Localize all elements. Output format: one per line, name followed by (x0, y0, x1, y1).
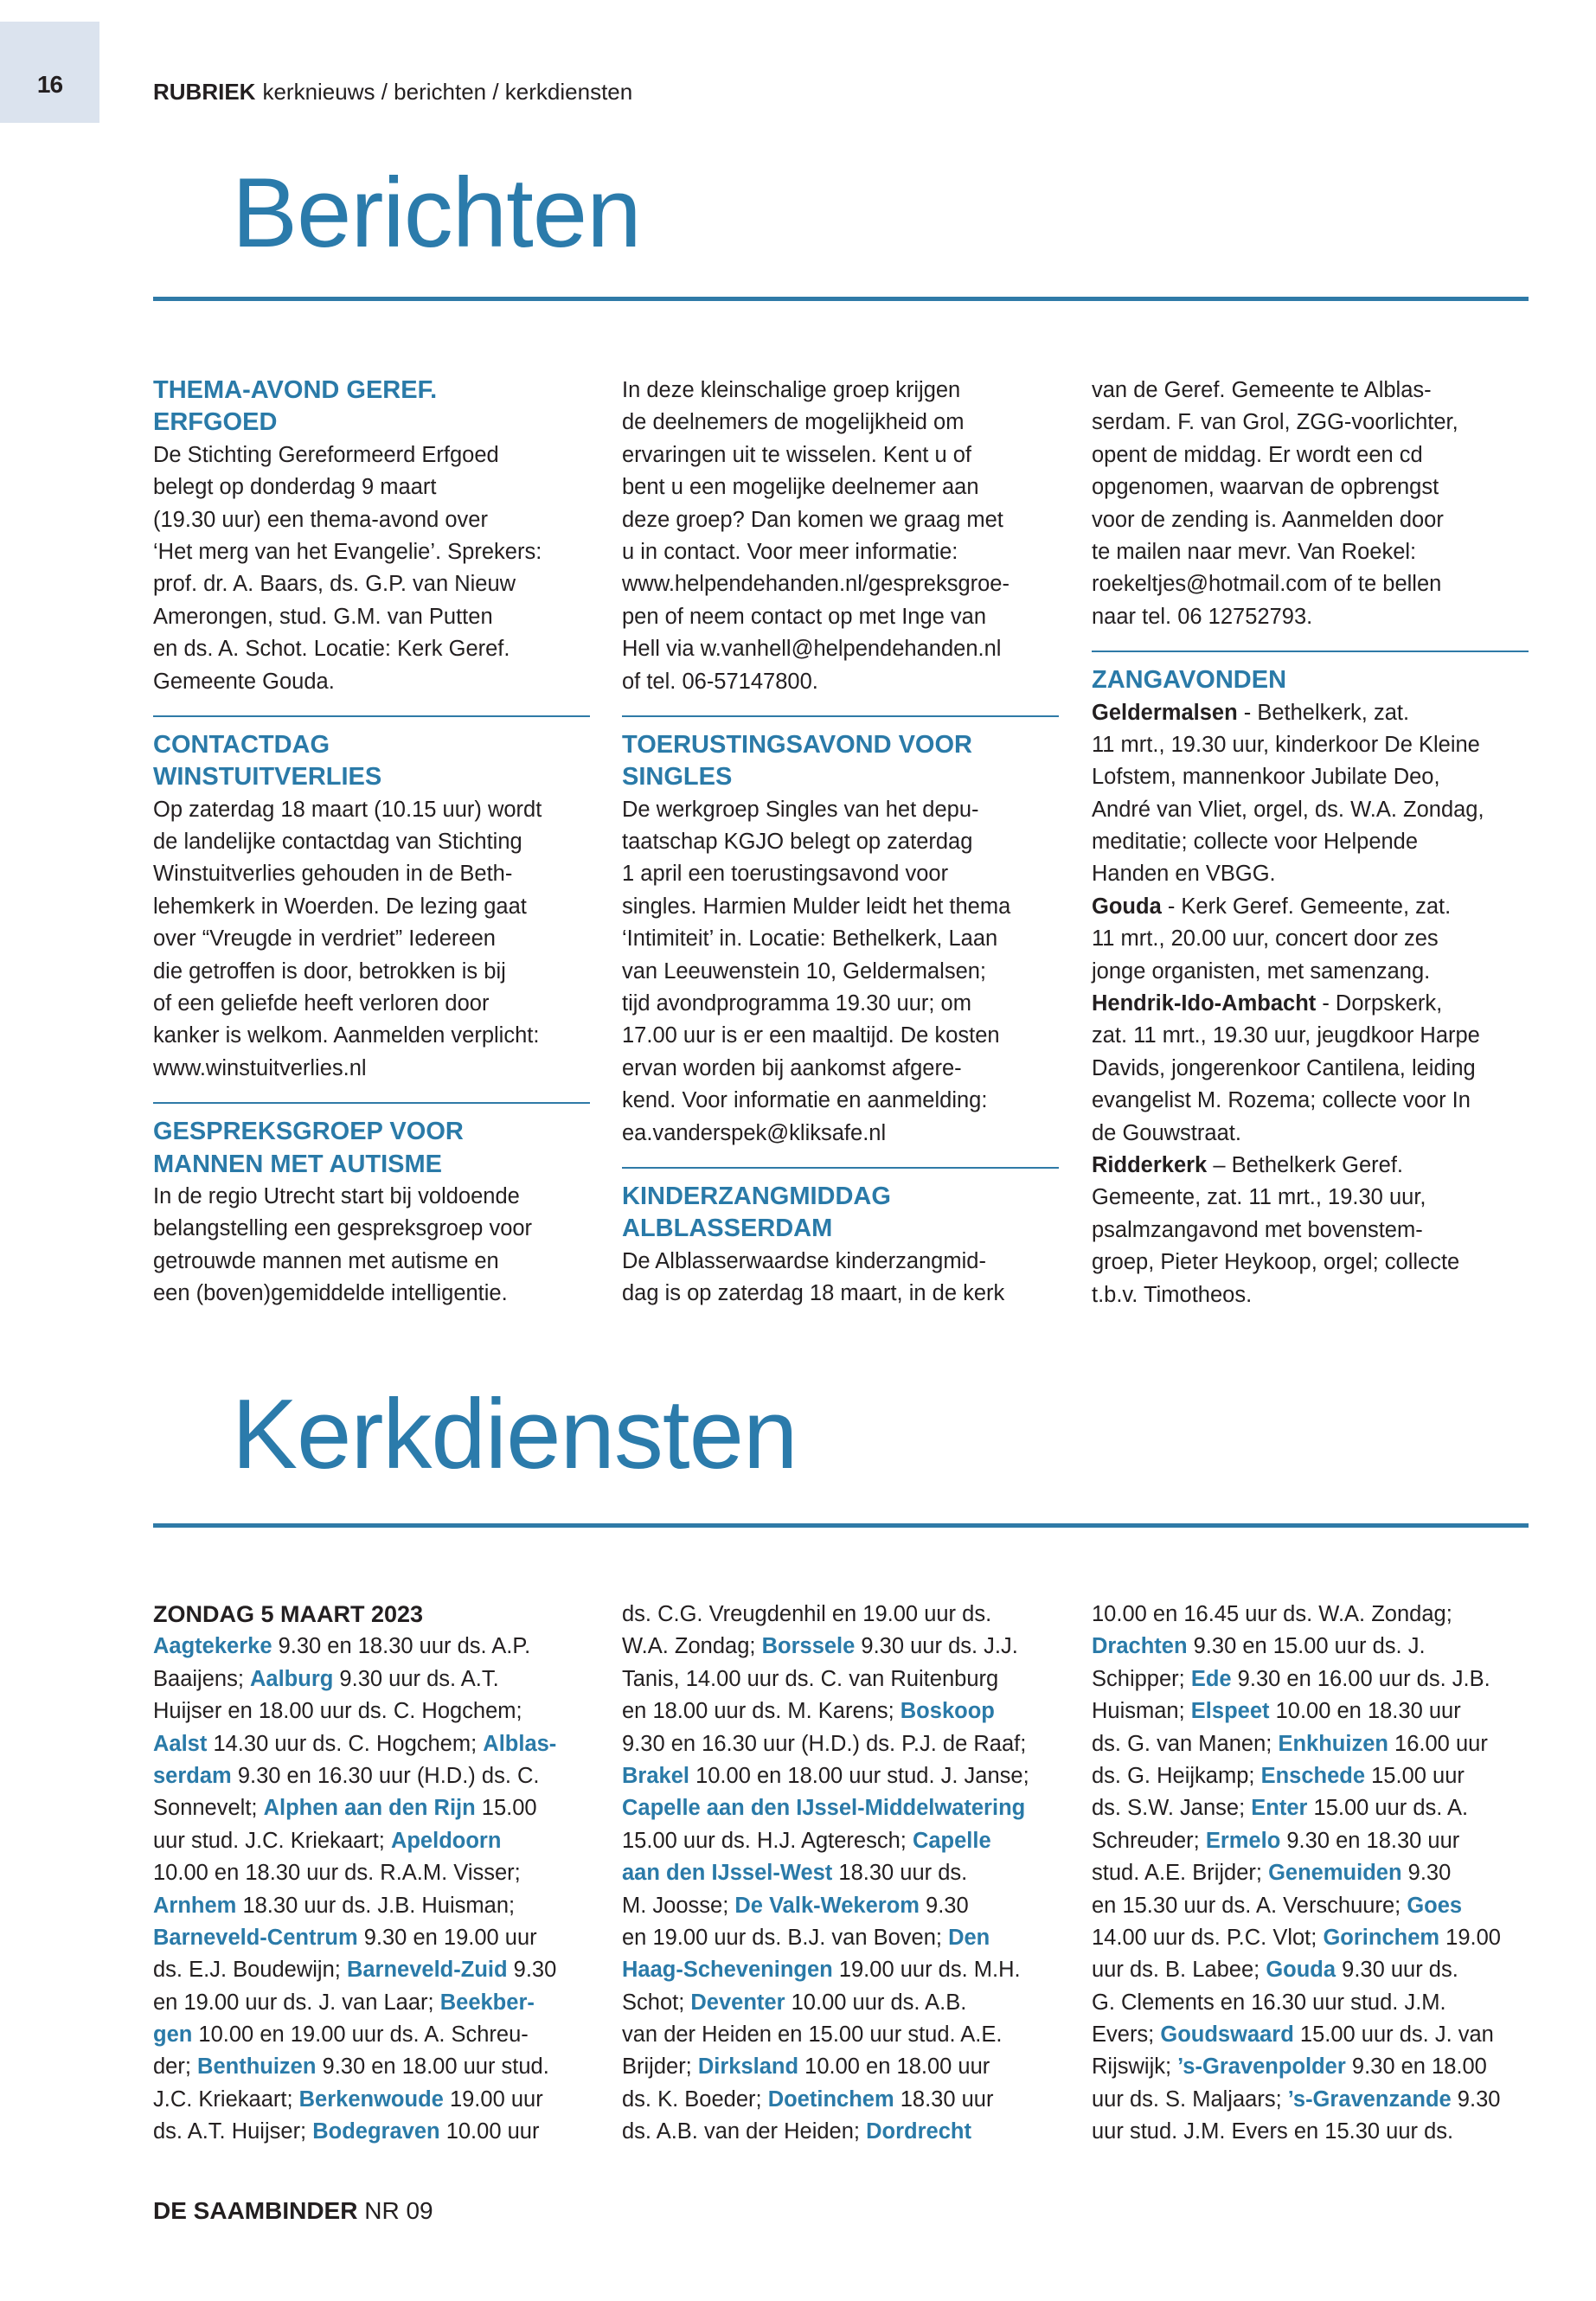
service-listing-line: gen 10.00 en 19.00 uur ds. A. Schreu- (153, 2022, 529, 2048)
location-name: Gouda (1092, 894, 1162, 919)
article-text-line: 1 april een toerustingsavond voor (622, 862, 949, 887)
article-text-line: kend. Voor informatie en aanmelding: (622, 1088, 988, 1113)
article (153, 1116, 590, 1310)
place-name: ’s-Gravenzande (1287, 2086, 1452, 2112)
article-text-line: van de Geref. Gemeente te Alblas- (1092, 378, 1432, 402)
article-text-line: Geldermalsen - Bethelkerk, zat. (1092, 700, 1410, 725)
service-listing-line: ds. C.G. Vreugdenhil en 19.00 uur ds. (622, 1602, 992, 1626)
article-text-line: 11 mrt., 20.00 uur, concert door zes (1092, 926, 1439, 952)
place-name: Boskoop (900, 1699, 995, 1724)
article-text-line: van Leeuwenstein 10, Geldermalsen; (622, 958, 987, 984)
article-text-line: De Alblasserwaardse kinderzangmid- (622, 1248, 986, 1273)
article-heading: ERFGOED (153, 408, 278, 437)
article-heading: KINDERZANGMIDDAG (622, 1182, 891, 1210)
article-text-line: singles. Harmien Mulder leidt het thema (622, 894, 1011, 919)
service-listing-line: 9.30 en 16.30 uur (H.D.) ds. P.J. de Raaf; (622, 1731, 1027, 1756)
service-listing-line: G. Clements en 16.30 uur stud. J.M. (1092, 1990, 1446, 2015)
article-text-line: lehemkerk in Woerden. De lezing gaat (153, 894, 527, 919)
article-text-line: In de regio Utrecht start bij voldoende (153, 1183, 520, 1208)
place-name: Borssele (761, 1634, 856, 1659)
service-listing-line: aan den IJssel-West 18.30 uur ds. (622, 1861, 968, 1886)
place-name: gen (153, 2022, 193, 2048)
service-listing-line: uur ds. B. Labee; Gouda 9.30 uur ds. (1092, 1958, 1458, 1983)
service-listing-line: stud. A.E. Brijder; Genemuiden 9.30 (1092, 1861, 1452, 1886)
kerkdiensten-column-1 (153, 1599, 590, 2149)
place-name: Barneveld-Centrum (153, 1925, 358, 1950)
place-name: aan den IJssel-West (622, 1861, 833, 1886)
article-text-line: meditatie; collecte voor Helpende (1092, 830, 1419, 855)
kerkdiensten-divider (153, 1523, 1529, 1528)
service-listing-line: van der Heiden en 15.00 uur stud. A.E. (622, 2022, 1003, 2048)
article-text-line: tijd avondprogramma 19.30 uur; om (622, 991, 971, 1016)
page-number: 16 (36, 71, 63, 98)
article-text-line: (19.30 uur) een thema-avond over (153, 507, 488, 532)
section-divider (622, 715, 1059, 717)
place-name: Arnhem (153, 1893, 237, 1918)
article (622, 729, 1059, 1150)
place-name: Gouda (1266, 1958, 1336, 1983)
article-text-line: over “Vreugde in verdriet” Iedereen (153, 926, 496, 952)
article-text-line: de Gouwstraat. (1092, 1120, 1241, 1145)
place-name: Berkenwoude (298, 2086, 444, 2112)
place-name: Brakel (622, 1763, 689, 1788)
article-text-line: ea.vanderspek@kliksafe.nl (622, 1120, 887, 1145)
article-text-line: opent de middag. Er wordt een cd (1092, 442, 1423, 467)
service-listing-line: Barneveld-Centrum 9.30 en 19.00 uur (153, 1925, 537, 1950)
service-listing-line: Huisman; Elspeet 10.00 en 18.30 uur (1092, 1699, 1461, 1724)
article-heading: WINSTUITVERLIES (153, 763, 382, 792)
place-name: Barneveld-Zuid (346, 1958, 508, 1983)
article-text-line: opgenomen, waarvan de opbrengst (1092, 475, 1439, 500)
article-heading: ZANGAVONDEN (1092, 666, 1287, 695)
service-listing-line: 10.00 en 18.30 uur ds. R.A.M. Visser; (153, 1861, 521, 1886)
article-text-line: of een geliefde heeft verloren door (153, 991, 490, 1016)
day-heading: ZONDAG 5 MAART 2023 (153, 1601, 424, 1627)
place-name: Benthuizen (197, 2054, 317, 2080)
place-name: Bodegraven (312, 2119, 440, 2144)
place-name: serdam (153, 1763, 232, 1788)
article-text-line: serdam. F. van Grol, ZGG-voorlichter, (1092, 410, 1458, 435)
service-listing-line: 10.00 en 16.45 uur ds. W.A. Zondag; (1092, 1602, 1452, 1626)
place-name: Genemuiden (1268, 1861, 1402, 1886)
article-text-line: ‘Intimiteit’ in. Locatie: Bethelkerk, Laan (622, 926, 998, 952)
article-text-line: Winstuitverlies gehouden in de Beth- (153, 862, 513, 887)
article-heading: ALBLASSERDAM (622, 1215, 833, 1243)
place-name: Enschede (1260, 1763, 1366, 1788)
service-listing-line: en 19.00 uur ds. B.J. van Boven; Den (622, 1925, 990, 1950)
article-text-line: Handen en VBGG. (1092, 862, 1276, 887)
service-listing-line: Schreuder; Ermelo 9.30 en 18.30 uur (1092, 1828, 1460, 1853)
section-divider (153, 1102, 590, 1104)
section-divider (153, 715, 590, 717)
kerkdiensten-column-3 (1092, 1599, 1529, 2149)
article (1092, 664, 1529, 1311)
service-listing-line: ds. K. Boeder; Doetinchem 18.30 uur (622, 2086, 994, 2112)
article-text-line: zat. 11 mrt., 19.30 uur, jeugdkoor Harpe (1092, 1023, 1480, 1048)
place-name: Alphen aan den Rijn (263, 1796, 476, 1821)
section-breadcrumb (153, 79, 632, 106)
service-listing-line: ds. G. Heijkamp; Enschede 15.00 uur (1092, 1763, 1465, 1788)
article-heading: MANNEN MET AUTISME (153, 1150, 443, 1178)
service-listing-line: Schot; Deventer 10.00 uur ds. A.B. (622, 1990, 967, 2015)
place-name: Enkhuizen (1278, 1731, 1388, 1756)
article-text-line: Gemeente, zat. 11 mrt., 19.30 uur, (1092, 1185, 1426, 1210)
place-name: Enter (1251, 1796, 1308, 1821)
article-text-line: Hendrik-Ido-Ambacht - Dorpskerk, (1092, 991, 1443, 1016)
article-text-line: In deze kleinschalige groep krijgen (622, 378, 961, 402)
berichten-column-3 (1092, 375, 1529, 1311)
article-text-line: ervan worden bij aankomst afgere- (622, 1055, 962, 1080)
rubriek-label: RUBRIEK (153, 79, 256, 105)
service-listing-line: en 18.00 uur ds. M. Karens; Boskoop (622, 1699, 995, 1724)
article-text-line: roekeltjes@hotmail.com of te bellen (1092, 572, 1442, 597)
article-text-line: Hell via w.vanhell@helpendehanden.nl (622, 637, 1002, 662)
breadcrumb: kerknieuws / berichten / kerkdiensten (262, 79, 633, 105)
article-heading: GESPREKSGROEP VOOR (153, 1118, 464, 1146)
service-listing-line: Aagtekerke 9.30 en 18.30 uur ds. A.P. (153, 1634, 531, 1659)
article-heading: SINGLES (622, 763, 733, 792)
article-text-line: Op zaterdag 18 maart (10.15 uur) wordt (153, 797, 542, 822)
article-text-line: 11 mrt., 19.30 uur, kinderkoor De Kleine (1092, 732, 1480, 757)
service-listing-line: J.C. Kriekaart; Berkenwoude 19.00 uur (153, 2086, 543, 2112)
article-text-line: naar tel. 06 12752793. (1092, 604, 1313, 629)
article-text-line: een (boven)gemiddelde intelligentie. (153, 1281, 508, 1306)
article-text-line: voor de zending is. Aanmelden door (1092, 507, 1444, 532)
article-heading: TOERUSTINGSAVOND VOOR (622, 730, 972, 759)
article-text-line: de landelijke contactdag van Stichting (153, 830, 522, 855)
location-name: Hendrik-Ido-Ambacht (1092, 991, 1317, 1016)
footer (153, 2197, 433, 2225)
article-text-line: u in contact. Voor meer informatie: (622, 539, 958, 564)
article-text-line: 17.00 uur is er een maaltijd. De kosten (622, 1023, 1000, 1048)
article-text-line: of tel. 06-57147800. (622, 669, 818, 694)
location-name: Ridderkerk (1092, 1152, 1208, 1177)
service-listing-line: ds. A.T. Huijser; Bodegraven 10.00 uur (153, 2119, 540, 2144)
article-text-line: psalmzangavond met bovenstem- (1092, 1217, 1423, 1242)
service-listing-line: Drachten 9.30 en 15.00 uur ds. J. (1092, 1634, 1426, 1659)
issue-number: NR 09 (364, 2197, 433, 2224)
article (622, 375, 1059, 698)
article-heading: CONTACTDAG (153, 730, 330, 759)
service-listing-line: Evers; Goudswaard 15.00 uur ds. J. van (1092, 2022, 1494, 2048)
article-text-line: De werkgroep Singles van het depu- (622, 797, 979, 822)
place-name: Aagtekerke (153, 1634, 272, 1659)
article-text-line: Gouda - Kerk Geref. Gemeente, zat. (1092, 894, 1452, 919)
berichten-divider (153, 297, 1529, 301)
article-text-line: evangelist M. Rozema; collecte voor In (1092, 1088, 1471, 1113)
service-listing-line: serdam 9.30 en 16.30 uur (H.D.) ds. C. (153, 1763, 540, 1788)
place-name: Gorinchem (1323, 1925, 1440, 1950)
section-divider (1092, 651, 1529, 652)
service-listing-line: Arnhem 18.30 uur ds. J.B. Huisman; (153, 1893, 516, 1918)
service-listing-line: uur ds. S. Maljaars; ’s-Gravenzande 9.30 (1092, 2086, 1501, 2112)
place-name: Ermelo (1205, 1828, 1281, 1853)
service-listing-line: ds. S.W. Janse; Enter 15.00 uur ds. A. (1092, 1796, 1469, 1821)
place-name: ’s-Gravenpolder (1177, 2054, 1346, 2080)
berichten-column-2 (622, 375, 1059, 1311)
article (622, 1181, 1059, 1311)
article-text-line: belangstelling een gespreksgroep voor (153, 1216, 533, 1241)
place-name: Ede (1190, 1666, 1232, 1691)
service-listing-line: ds. G. van Manen; Enkhuizen 16.00 uur (1092, 1731, 1488, 1756)
service-listing-line: W.A. Zondag; Borssele 9.30 uur ds. J.J. (622, 1634, 1018, 1659)
article (1092, 375, 1529, 633)
service-listing-line: uur stud. J.M. Evers en 15.30 uur ds. (1092, 2119, 1454, 2144)
berichten-column-1 (153, 375, 590, 1311)
service-listing-line: Brakel 10.00 en 18.00 uur stud. J. Janse; (622, 1763, 1029, 1788)
service-listing-line: der; Benthuizen 9.30 en 18.00 uur stud. (153, 2054, 549, 2080)
place-name: Aalburg (250, 1666, 334, 1691)
place-name: Goudswaard (1160, 2022, 1294, 2048)
article-text-line: www.winstuitverlies.nl (153, 1055, 367, 1080)
article-text-line: te mailen naar mevr. Van Roekel: (1092, 539, 1417, 564)
article-text-line: Amerongen, stud. G.M. van Putten (153, 604, 493, 629)
article-text-line: Gemeente Gouda. (153, 669, 335, 694)
place-name: Capelle aan den IJssel-Middelwatering (622, 1796, 1026, 1821)
article-text-line: ‘Het merg van het Evangelie’. Sprekers: (153, 539, 542, 564)
place-name: Goes (1407, 1893, 1463, 1918)
service-listing-line: ds. A.B. van der Heiden; Dordrecht (622, 2119, 971, 2144)
service-listing-line: 14.00 uur ds. P.C. Vlot; Gorinchem 19.00 (1092, 1925, 1501, 1950)
place-name: Dirksland (697, 2054, 799, 2080)
article-text-line: die getroffen is door, betrokken is bij (153, 958, 506, 984)
service-listing-line: en 19.00 uur ds. J. van Laar; Beekber- (153, 1990, 535, 2015)
article-text-line: www.helpendehanden.nl/gespreksgroe- (622, 572, 1010, 597)
service-listing-line (622, 1792, 1059, 1824)
place-name: Apeldoorn (390, 1828, 502, 1853)
article-text-line: kanker is welkom. Aanmelden verplicht: (153, 1023, 540, 1048)
article-text-line: prof. dr. A. Baars, ds. G.P. van Nieuw (153, 572, 516, 597)
article-text-line: dag is op zaterdag 18 maart, in de kerk (622, 1281, 1005, 1306)
article-text-line: bent u een mogelijke deelnemer aan (622, 475, 979, 500)
place-name: Aalst (153, 1731, 208, 1756)
article-text-line: taatschap KGJO belegt op zaterdag (622, 830, 973, 855)
article-text-line: t.b.v. Timotheos. (1092, 1282, 1253, 1307)
service-listing-line: en 15.30 uur ds. A. Verschuure; Goes (1092, 1893, 1463, 1918)
article-heading: THEMA-AVOND GEREF. (153, 376, 438, 404)
article-text-line: en ds. A. Schot. Locatie: Kerk Geref. (153, 637, 510, 662)
article-text-line: deze groep? Dan komen we graag met (622, 507, 1003, 532)
publication-name: DE SAAMBINDER (153, 2197, 358, 2224)
place-name: Den (948, 1925, 990, 1950)
place-name: Drachten (1092, 1634, 1188, 1659)
service-listing-line: Baaijens; Aalburg 9.30 uur ds. A.T. (153, 1666, 499, 1691)
article-text-line: de deelnemers de mogelijkheid om (622, 410, 965, 435)
place-name: Alblas- (483, 1731, 557, 1756)
place-name: Deventer (690, 1990, 785, 2015)
article (153, 729, 590, 1085)
article-text-line: jonge organisten, met samenzang. (1092, 958, 1431, 984)
place-name: Elspeet (1190, 1699, 1270, 1724)
place-name: Haag-Scheveningen (622, 1958, 833, 1983)
article-text-line: André van Vliet, orgel, ds. W.A. Zondag, (1092, 797, 1484, 822)
place-name: De Valk-Wekerom (734, 1893, 920, 1918)
service-listing-line: Brijder; Dirksland 10.00 en 18.00 uur (622, 2054, 990, 2080)
service-listing-line: ds. E.J. Boudewijn; Barneveld-Zuid 9.30 (153, 1958, 557, 1983)
service-listing-line: 15.00 uur ds. H.J. Agteresch; Capelle (622, 1828, 991, 1853)
service-listing-line: Sonnevelt; Alphen aan den Rijn 15.00 (153, 1796, 537, 1821)
service-listing-line: Haag-Scheveningen 19.00 uur ds. M.H. (622, 1958, 1021, 1983)
location-name: Geldermalsen (1092, 700, 1238, 725)
service-listing-line: Tanis, 14.00 uur ds. C. van Ruitenburg (622, 1666, 999, 1691)
article-text-line: Ridderkerk – Bethelkerk Geref. (1092, 1152, 1404, 1177)
place-name: Capelle (912, 1828, 991, 1853)
berichten-title: Berichten (232, 158, 641, 268)
service-listing-line: Aalst 14.30 uur ds. C. Hogchem; Alblas- (153, 1731, 557, 1756)
service-listing-line: M. Joosse; De Valk-Wekerom 9.30 (622, 1893, 969, 1918)
service-listing-line: Rijswijk; ’s-Gravenpolder 9.30 en 18.00 (1092, 2054, 1487, 2080)
article-text-line: Davids, jongerenkoor Cantilena, leiding (1092, 1055, 1476, 1080)
article-text-line: groep, Pieter Heykoop, orgel; collecte (1092, 1250, 1460, 1275)
service-listing-line: Schipper; Ede 9.30 en 16.00 uur ds. J.B. (1092, 1666, 1490, 1691)
kerkdiensten-title: Kerkdiensten (232, 1380, 798, 1490)
kerkdiensten-column-2 (622, 1599, 1059, 2149)
article-text-line: belegt op donderdag 9 maart (153, 475, 437, 500)
service-listing-line: Huijser en 18.00 uur ds. C. Hogchem; (153, 1699, 522, 1724)
article-text-line: ervaringen uit te wisselen. Kent u of (622, 442, 971, 467)
article-text-line: getrouwde mannen met autisme en (153, 1248, 499, 1273)
service-listing-line: uur stud. J.C. Kriekaart; Apeldoorn (153, 1828, 502, 1853)
place-name: Beekber- (439, 1990, 535, 2015)
article-text-line: De Stichting Gereformeerd Erfgoed (153, 442, 499, 467)
article-text-line: Lofstem, mannenkoor Jubilate Deo, (1092, 765, 1440, 790)
place-name: Doetinchem (767, 2086, 894, 2112)
section-divider (622, 1167, 1059, 1169)
article (153, 375, 590, 698)
article-text-line: pen of neem contact op met Inge van (622, 604, 987, 629)
place-name: Dordrecht (866, 2119, 971, 2144)
